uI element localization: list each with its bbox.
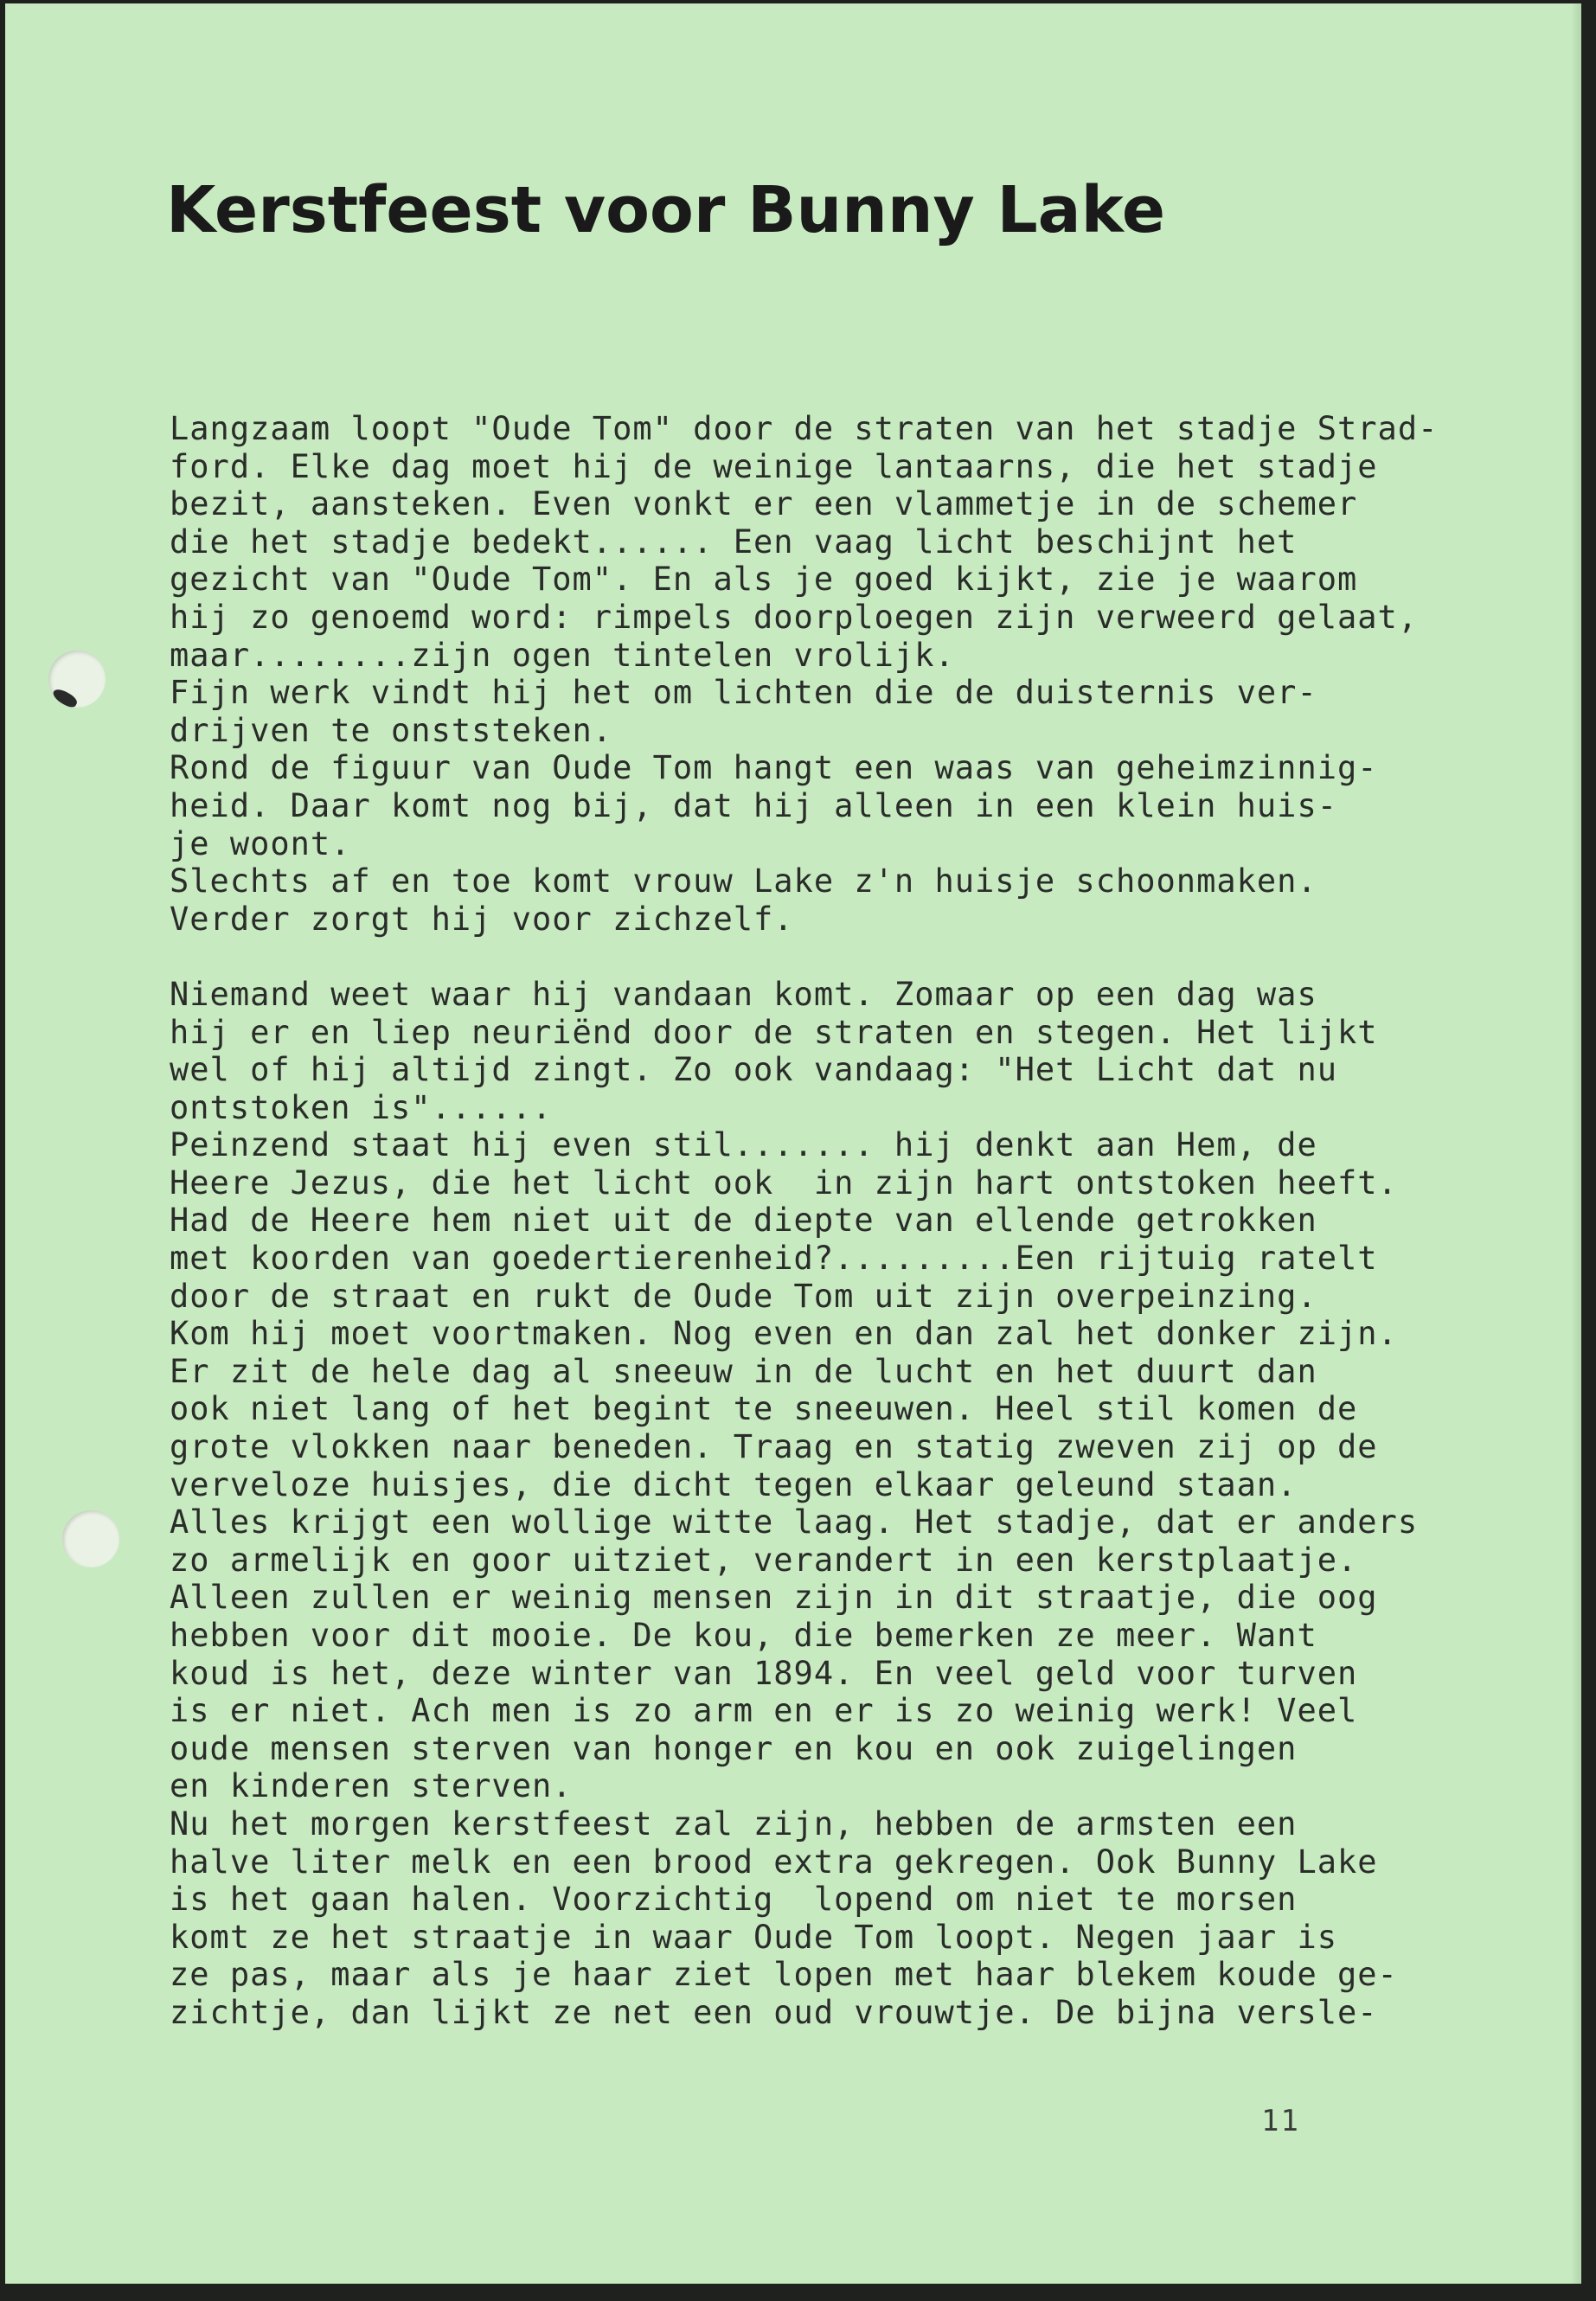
body-line: ford. Elke dag moet hij de weinige lantaarns, die het stadje [170, 447, 1378, 485]
body-line: Slechts af en toe komt vrouw Lake z'n huisje schoonmaken. [170, 862, 1317, 901]
body-line: Verder zorgt hij voor zichzelf. [170, 900, 794, 938]
body-line: wel of hij altijd zingt. Zo ook vandaag: "Het Licht dat nu [170, 1051, 1338, 1089]
body-line: ontstoken is"...... [170, 1088, 553, 1126]
body-line: je woont. [170, 824, 351, 862]
body-line: zo armelijk en goor uitziet, verandert in een kerstplaatje. [170, 1541, 1358, 1579]
body-line: Langzaam loopt "Oude Tom" door de straten van het stadje Strad- [170, 410, 1439, 447]
document-page [5, 3, 1581, 2284]
body-line: koud is het, deze winter van 1894. En veel geld voor turven [170, 1654, 1358, 1692]
punch-hole-bottom [62, 1510, 119, 1567]
body-line: gezicht van "Oude Tom". En als je goed kijkt, zie je waarom [170, 561, 1358, 599]
body-line: Heere Jezus, die het licht ook in zijn hart ontstoken heeft. [170, 1163, 1398, 1202]
body-line: Nu het morgen kerstfeest zal zijn, hebben de armsten een [170, 1804, 1298, 1843]
page-number: 11 [1261, 2104, 1300, 2138]
body-line: drijven te onststeken. [170, 711, 613, 749]
body-line: is het gaan halen. Voorzichtig lopend om niet te morsen [170, 1881, 1298, 1919]
body-line: met koorden van goedertierenheid?.........Een rijtuig ratelt [170, 1240, 1378, 1278]
body-line: Peinzend staat hij even stil....... hij denkt aan Hem, de [170, 1126, 1317, 1164]
body-line: Niemand weet waar hij vandaan komt. Zomaar op een dag was [170, 975, 1317, 1013]
body-line: is er niet. Ach men is zo arm en er is zo weinig werk! Veel [170, 1692, 1358, 1730]
body-line: halve liter melk en een brood extra gekregen. Ook Bunny Lake [170, 1843, 1378, 1881]
body-line: Rond de figuur van Oude Tom hangt een waas van geheimzinnig- [170, 749, 1378, 787]
body-line: grote vlokken naar beneden. Traag en statig zweven zij op de [170, 1428, 1378, 1466]
body-line: hij zo genoemd word: rimpels doorploegen zijn verweerd gelaat, [170, 598, 1419, 636]
body-line: door de straat en rukt de Oude Tom uit zijn overpeinzing. [170, 1277, 1317, 1315]
body-line: ook niet lang of het begint te sneeuwen. Heel stil komen de [170, 1390, 1358, 1428]
body-line: maar........zijn ogen tintelen vrolijk. [170, 636, 955, 674]
page-edge-shadow [1571, 3, 1581, 2284]
body-line: die het stadje bedekt...... Een vaag licht beschijnt het [170, 522, 1298, 561]
body-line: hebben voor dit mooie. De kou, die bemerken ze meer. Want [170, 1617, 1317, 1654]
body-line: Er zit de hele dag al sneeuw in de lucht en het duurt dan [170, 1352, 1317, 1390]
body-line: zichtje, dan lijkt ze net een oud vrouwtje. De bijna versle- [170, 1993, 1378, 2031]
body-line: ze pas, maar als je haar ziet lopen met haar blekem koude ge- [170, 1956, 1398, 1994]
story-body [170, 410, 1438, 2032]
page-title: Kerstfeest voor Bunny Lake [166, 173, 1166, 247]
body-line: Fijn werk vindt hij het om lichten die de duisternis ver- [170, 674, 1317, 712]
body-line: heid. Daar komt nog bij, dat hij alleen in een klein huis- [170, 786, 1338, 824]
body-line: oude mensen sterven van honger en kou en ook zuigelingen [170, 1729, 1298, 1767]
body-line: komt ze het straatje in waar Oude Tom loopt. Negen jaar is [170, 1918, 1338, 1956]
body-line [170, 938, 1438, 976]
body-line: Kom hij moet voortmaken. Nog even en dan zal het donker zijn. [170, 1315, 1398, 1353]
body-line: Had de Heere hem niet uit de diepte van ellende getrokken [170, 1202, 1317, 1240]
body-line: verveloze huisjes, die dicht tegen elkaar geleund staan. [170, 1465, 1298, 1503]
body-line: bezit, aansteken. Even vonkt er een vlammetje in de schemer [170, 485, 1358, 523]
body-line: hij er en liep neuriënd door de straten en stegen. Het lijkt [170, 1013, 1378, 1051]
body-line: Alleen zullen er weinig mensen zijn in dit straatje, die oog [170, 1579, 1378, 1617]
body-line: en kinderen sterven. [170, 1767, 573, 1805]
body-line: Alles krijgt een wollige witte laag. Het stadje, dat er anders [170, 1503, 1419, 1541]
